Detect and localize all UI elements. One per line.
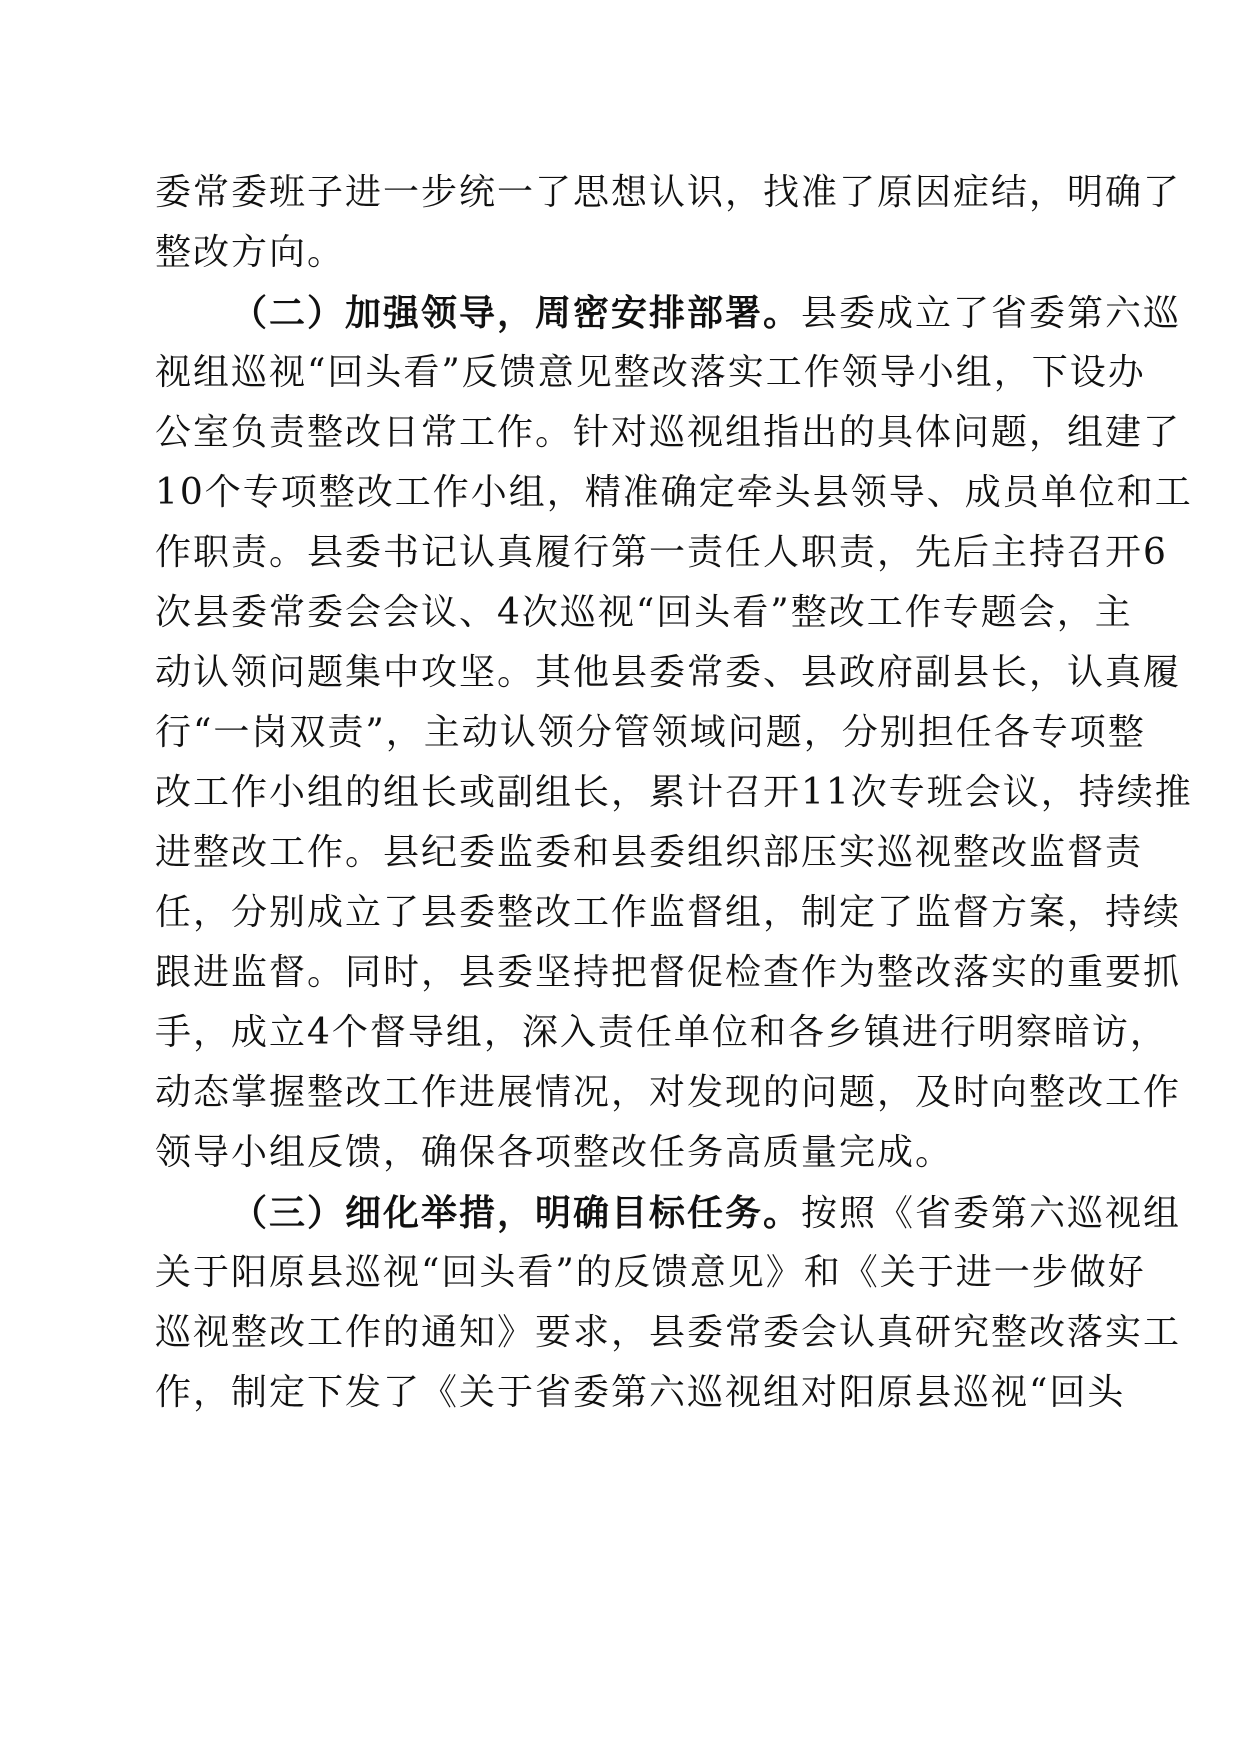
section-heading-2: （二）加强领导，周密安排部署。 [231,292,802,334]
paragraph-2-line: 进整改工作。县纪委监委和县委组织部压实巡视整改监督责 [155,832,1144,873]
paragraph-3-line: 巡视整改工作的通知》要求，县委常委会认真研究整改落实工 [155,1312,1182,1353]
paragraph-2-line-1-rest: 县委成立了省委第六巡 [801,293,1182,334]
paragraph-2-line: 动态掌握整改工作进展情况，对发现的问题，及时向整改工作 [155,1072,1182,1113]
paragraph-2-line: 任，分别成立了县委整改工作监督组，制定了监督方案，持续 [155,892,1182,933]
paragraph-1-line-2: 整改方向。 [155,232,346,273]
paragraph-2-line: 动认领问题集中攻坚。其他县委常委、县政府副县长，认真履 [155,652,1182,693]
paragraph-3-line-1-rest: 按照《省委第六巡视组 [801,1193,1182,1234]
paragraph-2-line: 跟进监督。同时，县委坚持把督促检查作为整改落实的重要抓 [155,952,1182,993]
section-heading-3: （三）细化举措，明确目标任务。 [231,1192,802,1234]
paragraph-2-line: 作职责。县委书记认真履行第一责任人职责，先后主持召开6 [155,532,1168,573]
paragraph-2-line: 行“一岗双责”，主动认领分管领域问题，分别担任各专项整 [155,712,1146,753]
paragraph-2-line: 改工作小组的组长或副组长，累计召开11次专班会议，持续推 [155,772,1193,813]
paragraph-3-line: 关于阳原县巡视“回头看”的反馈意见》和《关于进一步做好 [155,1252,1146,1293]
paragraph-2-line: 手，成立4个督导组，深入责任单位和各乡镇进行明察暗访， [155,1012,1168,1053]
paragraph-2-line: 10个专项整改工作小组，精准确定牵头县领导、成员单位和工 [155,472,1193,513]
paragraph-2-line-last: 领导小组反馈，确保各项整改任务高质量完成。 [155,1132,954,1173]
paragraph-2-line: 视组巡视“回头看”反馈意见整改落实工作领导小组，下设办 [155,352,1146,393]
paragraph-2-line: 公室负责整改日常工作。针对巡视组指出的具体问题，组建了 [155,412,1182,453]
paragraph-1-line-1: 委常委班子进一步统一了思想认识，找准了原因症结，明确了 [155,172,1182,213]
paragraph-3-line: 作，制定下发了《关于省委第六巡视组对阳原县巡视“回头 [155,1372,1126,1413]
paragraph-2-line: 次县委常委会会议、4次巡视“回头看”整改工作专题会，主 [155,592,1133,633]
